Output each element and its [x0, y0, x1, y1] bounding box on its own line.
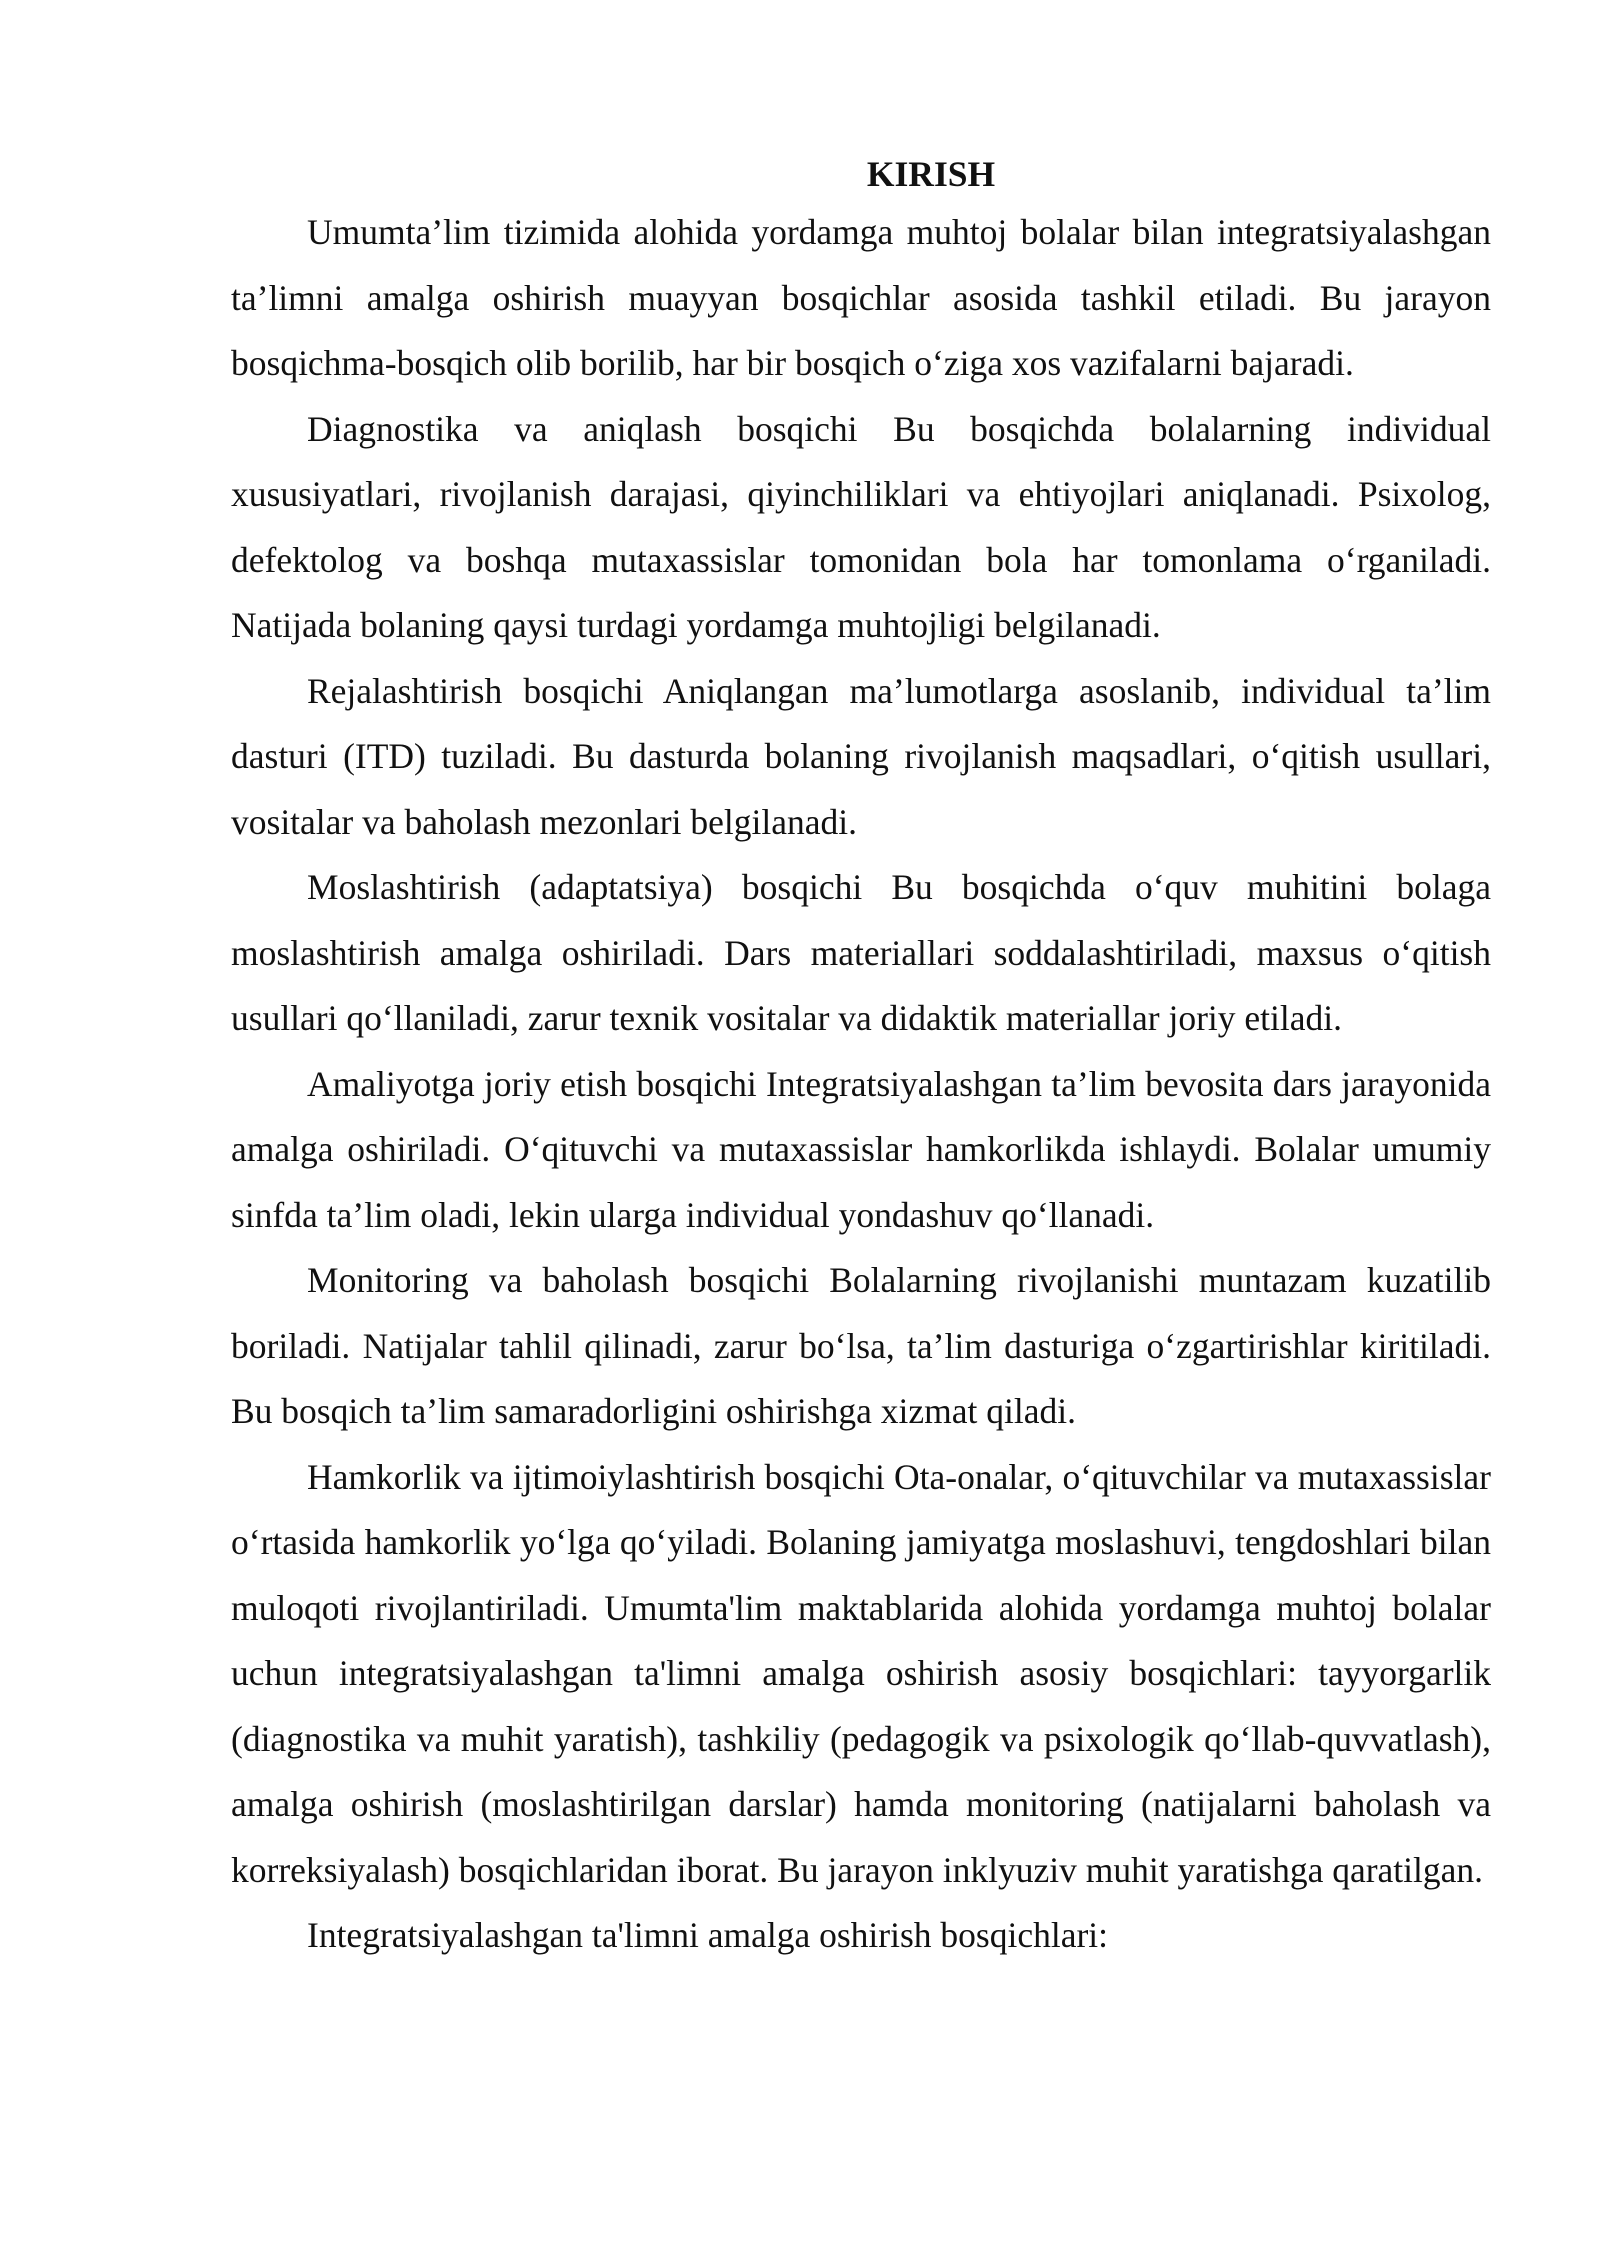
paragraph-diagnostics-stage: Diagnostika va aniqlash bosqichi Bu bosqichda bolalarning individual xususiyatlari, rivojlanish darajasi, qiyinchiliklari va ehtiyojlari aniqlanadi. Psixolog, defektolog va boshqa mutaxassislar tomonidan bola har tomonlama o‘rganiladi. Natijada bolaning qaysi turdagi yordamga muhtojligi belgilanadi. — [231, 408, 1491, 645]
paragraph-planning-stage: Rejalashtirish bosqichi Aniqlangan ma’lumotlarga asoslanib, individual ta’lim dasturi (ITD) tuziladi. Bu dasturda bolaning rivojlanish maqsadlari, o‘qitish usullari, vositalar va baholash mezonlari belgilanadi. — [231, 670, 1491, 842]
paragraph-cooperation-stage: Hamkorlik va ijtimoiylashtirish bosqichi Ota-onalar, o‘qituvchilar va mutaxassislar o‘rtasida hamkorlik yo‘lga qo‘yiladi. Bolaning jamiyatga moslashuvi, tengdoshlari bilan muloqoti rivojlantiriladi. Umumta'lim maktablarida alohida yordamga muhtoj bolalar uchun integratsiyalashgan ta'limni amalga oshirish asosiy bosqichlari: tayyorgarlik (diagnostika va muhit yaratish), tashkiliy (pedagogik va psixologik qo‘llab-quvvatlash), amalga oshirish (moslashtirilgan darslar) hamda monitoring (natijalarni baholash va korreksiyalash) bosqichlaridan iborat. Bu jarayon inklyuziv muhit yaratishga qaratilgan. — [231, 1456, 1491, 1890]
paragraph-stages-heading: Integratsiyalashgan ta'limni amalga oshirish bosqichlari: — [307, 1915, 1109, 1955]
paragraph-introduction: Umumta’lim tizimida alohida yordamga muhtoj bolalar bilan integratsiyalashgan ta’limni amalga oshirish muayyan bosqichlar asosida tashkil etiladi. Bu jarayon bosqichma-bosqich olib borilib, har bir bosqich o‘ziga xos vazifalarni bajaradi. — [231, 212, 1491, 383]
paragraph-monitoring-stage: Monitoring va baholash bosqichi Bolalarning rivojlanishi muntazam kuzatilib boriladi. Natijalar tahlil qilinadi, zarur bo‘lsa, ta’lim dasturiga o‘zgartirishlar kiritiladi. Bu bosqich ta’lim samaradorligini oshirishga xizmat qiladi. — [231, 1260, 1491, 1431]
document-title: KIRISH — [866, 154, 996, 194]
document-body — [231, 148, 1491, 1969]
paragraph-implementation-stage: Amaliyotga joriy etish bosqichi Integratsiyalashgan ta’lim bevosita dars jarayonida amalga oshiriladi. O‘qituvchi va mutaxassislar hamkorlikda ishlaydi. Bolalar umumiy sinfda ta’lim oladi, lekin ularga individual yondashuv qo‘llanadi. — [231, 1063, 1491, 1235]
paragraph-adaptation-stage: Moslashtirish (adaptatsiya) bosqichi Bu bosqichda o‘quv muhitini bolaga moslashtirish amalga oshiriladi. Dars materiallari soddalashtiriladi, maxsus o‘qitish usullari qo‘llaniladi, zarur texnik vositalar va didaktik materiallar joriy etiladi. — [231, 867, 1491, 1038]
